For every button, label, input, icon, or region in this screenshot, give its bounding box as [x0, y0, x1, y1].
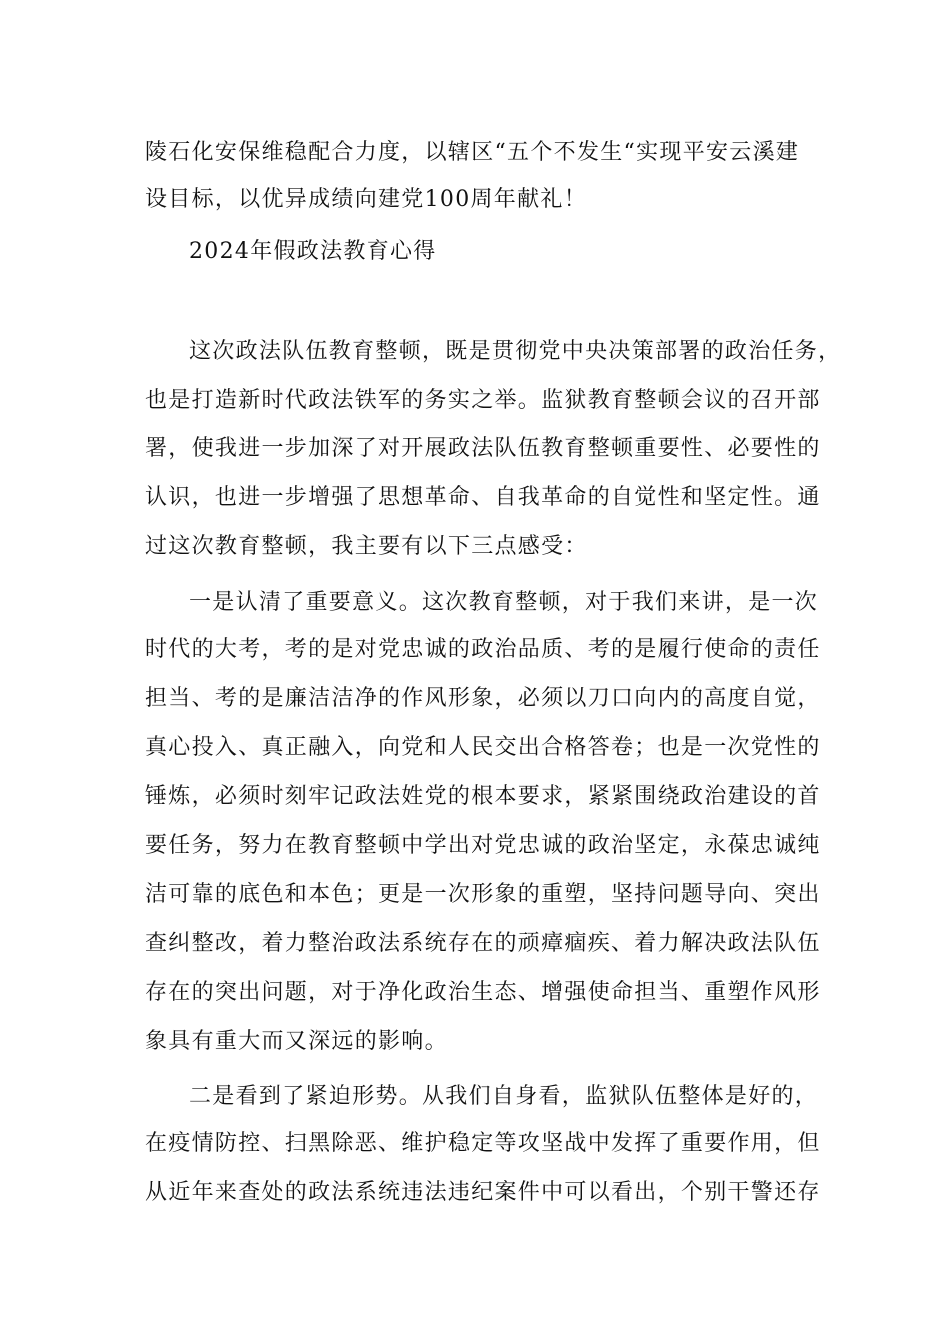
text-line: 存在的突出问题，对于净化政治生态、增强使命担当、重塑作风形 [145, 980, 821, 1005]
text-line: 在疫情防控、扫黑除恶、维护稳定等攻坚战中发挥了重要作用，但 [145, 1131, 821, 1156]
text-line: 设目标，以优异成绩向建党100周年献礼！ [145, 187, 587, 212]
text-line: 这次政法队伍教育整顿，既是贯彻党中央决策部署的政治任务， [189, 339, 842, 364]
text-line: 从近年来查处的政法系统违法违纪案件中可以看出，个别干警还存 [145, 1180, 821, 1205]
text-line: 锤炼，必须时刻牢记政法姓党的根本要求，紧紧围绕政治建设的首 [145, 784, 821, 809]
text-line: 过这次教育整顿，我主要有以下三点感受： [145, 534, 588, 559]
text-line: 也是打造新时代政法铁军的务实之举。监狱教育整顿会议的召开部 [145, 388, 821, 413]
text-line: 二是看到了紧迫形势。从我们自身看，监狱队伍整体是好的， [189, 1084, 819, 1109]
text-line: 担当、考的是廉洁洁净的作风形象，必须以刀口向内的高度自觉， [145, 686, 821, 711]
text-line: 认识，也进一步增强了思想革命、自我革命的自觉性和坚定性。通 [145, 485, 821, 510]
text-line: 真心投入、真正融入，向党和人民交出合格答卷；也是一次党性的 [145, 735, 821, 760]
text-line: 署，使我进一步加深了对开展政法队伍教育整顿重要性、必要性的 [145, 436, 821, 461]
text-line: 时代的大考，考的是对党忠诚的政治品质、考的是履行使命的责任 [145, 637, 821, 662]
text-line: 陵石化安保维稳配合力度，以辖区“五个不发生“实现平安云溪建 [145, 140, 800, 165]
section-title: 2024年假政法教育心得 [189, 239, 437, 264]
text-line: 洁可靠的底色和本色；更是一次形象的重塑，坚持问题导向、突出 [145, 882, 821, 907]
text-line: 要任务，努力在教育整顿中学出对党忠诚的政治坚定，永葆忠诚纯 [145, 833, 821, 858]
text-line: 一是认清了重要意义。这次教育整顿，对于我们来讲，是一次 [189, 590, 819, 615]
text-line: 查纠整改，着力整治政法系统存在的顽瘴痼疾、着力解决政法队伍 [145, 931, 821, 956]
text-line: 象具有重大而又深远的影响。 [145, 1029, 448, 1054]
